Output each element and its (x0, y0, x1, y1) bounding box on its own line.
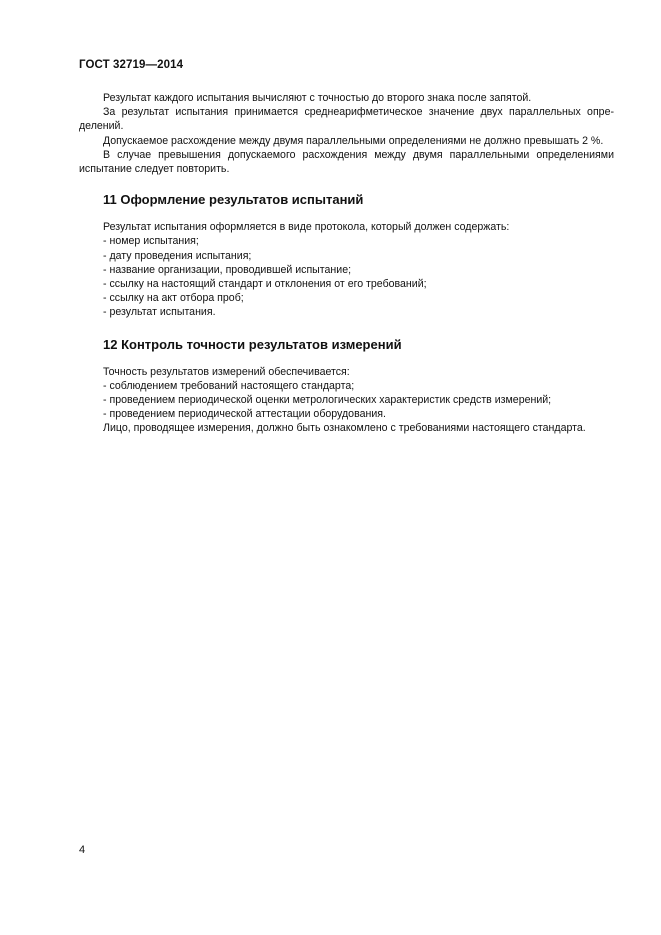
list-item: - проведением периодической оценки метрологических характеристик средств измерений; (103, 394, 552, 407)
paragraph-precision: Результат каждого испытания вычисляют с точностью до второго знака после запятой. (103, 92, 532, 104)
section-11-lead: Результат испытания оформляется в виде протокола, который должен содержать: (103, 221, 510, 234)
document-code-header: ГОСТ 32719—2014 (79, 59, 184, 71)
list-item: - результат испытания. (103, 306, 216, 319)
section-12-list (79, 379, 614, 422)
list-item: - ссылку на настоящий стандарт и отклонения от его требований; (103, 278, 427, 291)
list-item: - ссылку на акт отбора проб; (103, 292, 244, 305)
section-12-title: 12 Контроль точности результатов измерений (103, 336, 402, 352)
list-item: - соблюдением требований настоящего стандарта; (103, 379, 355, 392)
document-body (79, 91, 614, 436)
section-11-title: 11 Оформление результатов испытаний (103, 192, 364, 208)
section-12-lead: Точность результатов измерений обеспечивается: (103, 365, 350, 378)
section-11-list (79, 234, 614, 319)
list-item: - проведением периодической аттестации оборудования. (103, 408, 386, 421)
paragraph-allowed-deviation: Допускаемое расхождение между двумя параллельными определениями не должно превышать 2 %. (103, 134, 604, 147)
list-item: - номер испытания; (103, 235, 199, 248)
page-number: 4 (79, 844, 86, 856)
paragraph-result-mean: За результат испытания принимается среднеарифметическое значение двух параллельных опре-делений. (79, 106, 614, 133)
section-12-closing: Лицо, проводящее измерения, должно быть ознакомлено с требованиями настоящего стандарта. (103, 422, 586, 435)
paragraph-repeat-test: В случае превышения допускаемого расхождения между двумя параллельными определениями испытание следует повторить. (79, 148, 614, 176)
list-item: - дату проведения испытания; (103, 249, 252, 262)
list-item: - название организации, проводившей испытание; (103, 263, 352, 276)
